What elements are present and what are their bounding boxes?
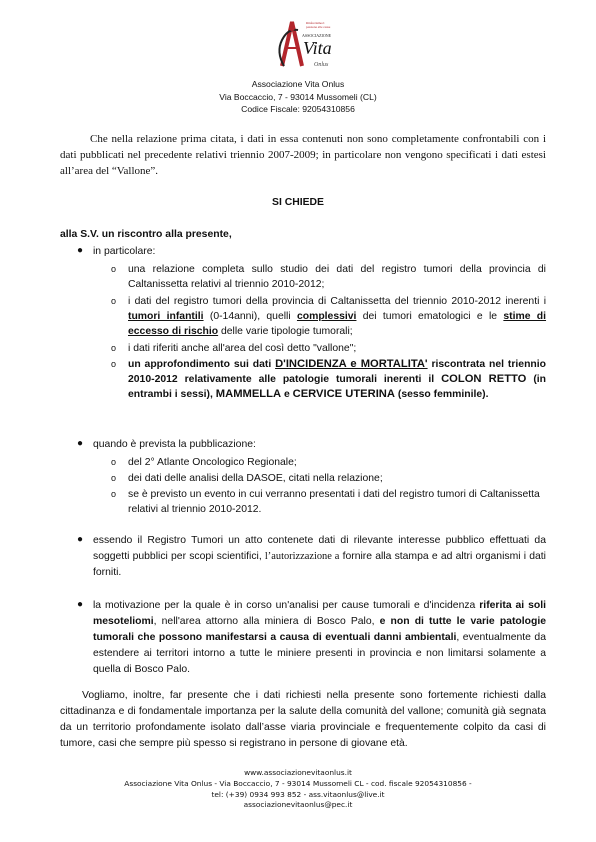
sub-4-colon: COLON RETTO [441,373,527,385]
sub-2-emphasis-risk: stime di eccesso di rischio [128,311,547,337]
bullet-marker: ● [77,599,84,610]
bullet-3-text-b: l’autorizzazione a [264,551,340,562]
closing-paragraph: Vogliamo, inoltre, far presente che i dati richiesti nella presente sono fortemente richiesti dalla cittadinanza e di fondamentale importanza per la salute della comunità del vallone; comunità già segnata da un territorio profondamente isolato dall’asse viaria provinciale e frequentemente colpito da casi di tumore, casi che sempre più spesso si registrano in persone di giovane età. [60,690,546,749]
logo-emblem [279,22,302,66]
sub-2-text-g: delle varie tipologie tumorali; [221,326,353,337]
logo-motto-2: passione alle cause [306,25,331,29]
logo-subtitle: Onlus [314,62,329,68]
bullet-marker: ● [77,534,84,545]
bullet-2-label: quando è prevista la pubblicazione: [93,439,256,450]
sub-4-text-g: e [283,389,290,400]
association-name: Associazione Vita Onlus [251,79,345,89]
footer-pec[interactable]: associazionevitaonlus@pec.it [243,800,353,810]
sub-4-incidence-mortality: D'INCIDENZA e MORTALITA' [275,358,428,370]
intro-paragraph: Che nella relazione prima citata, i dati in essa contenuti non sono completamente confrontabili con i dati pubblicati nel precedente relativi triennio 2007-2009; in particolare non vengono specificati i dati estesi all’area del “Vallone”. [60,133,546,177]
logo-motto-1: Rinforziamoci [306,21,325,25]
sub-2-emphasis-complex: complessivi [296,311,357,322]
sub-bullet-marker: o [111,489,117,499]
logo-name: Vita [303,38,332,58]
bullet-3-text-c: fornire alla stampa e ad altri organismi i dati forniti. [93,551,546,578]
bullet-4-mesotheliomas: riferita ai soli mesoteliomi [93,600,546,627]
sub-4-text-c: riscontrata nel triennio 2010-2012 relativamente alle patologie tumorali inerenti il [128,359,546,385]
bullet-3 [93,533,546,581]
bullet-1-label: in particolare: [93,246,156,257]
sub-4-breast: MAMMELLA [215,388,282,400]
association-fiscal-code: Codice Fiscale: 92054310856 [241,104,355,114]
footer-website[interactable]: www.associazionevitaonlus.it [244,768,352,777]
sub-bullet-marker: o [111,359,117,369]
bullet-2-sub-3: se è previsto un evento in cui verranno presentati i dati del registro tumori di Caltanissetta relativi al triennio 2010-2012. [128,489,540,515]
sub-4-cervix: CERVICE UTERINA [292,388,395,400]
bullet-marker: ● [77,245,84,256]
logo-association-label: ASSOCIAZIONE [302,33,332,38]
sub-4-text-e: (in entrambi i sessi), [128,374,547,400]
bullet-4-all-pathologies: e non di tutte le varie patologie tumorali che possono manifestarsi a causa di eventuali danni ambientali [93,616,547,643]
letterhead [0,78,596,116]
bullet-4-text-c: , nell'area attorno alla miniera di Bosco Palo, [153,616,375,627]
bullet-1-sub-3: i dati riferiti anche all'area del così detto "vallone"; [128,343,357,354]
bullet-4-text-a: la motivazione per la quale è in corso un'analisi per cause tumorali e d'incidenza [93,600,476,611]
footer [0,768,596,811]
request-intro: alla S.V. un riscontro alla presente, [60,229,232,240]
sub-4-text-i: (sesso femminile). [397,389,489,400]
bullet-4-text-e: , eventualmente da estendere ai territori intorno a tutte le miniere presenti in provincia e non limitarsi solamente a quella di Bosco Palo. [93,632,546,675]
bullet-2-sub-2: dei dati delle analisi della DASOE, citati nella relazione; [128,473,383,484]
bullet-1-sub-2 [128,294,546,339]
bullet-3-text-a: essendo il Registro Tumori un atto contenete dati di rilevante interesse pubblico effettuati da soggetti pubblici per scopi scientifici, [93,535,546,562]
sub-bullet-marker: o [111,473,117,483]
bullet-marker: ● [77,438,84,449]
sub-2-emphasis-children: tumori infantili [128,311,204,322]
document-title: SI CHIEDE [272,197,324,208]
association-logo [262,14,342,74]
bullet-1-sub-4 [128,357,546,402]
bullet-4 [93,598,546,678]
footer-contacts: tel: (+39) 0934 993 852 - ass.vitaonlus@live.it [211,789,385,799]
sub-2-text-a: i dati del registro tumori della provincia di Caltanissetta del triennio 2010-2012 inerenti i [128,296,546,307]
footer-address: Associazione Vita Onlus - Via Boccaccio, 7 - 93014 Mussomeli CL - cod. fiscale 92054310856 - [124,778,472,788]
bullet-1-sub-1: una relazione completa sullo studio dei dati del registro tumori della provincia di Caltanissetta relativi al triennio 2010-2012; [128,264,546,290]
association-address: Via Boccaccio, 7 - 93014 Mussomeli (CL) [219,91,377,102]
sub-bullet-marker: o [111,343,117,353]
sub-bullet-marker: o [111,296,117,306]
sub-2-text-e: dei tumori ematologici e le [362,311,498,322]
sub-bullet-marker: o [111,264,117,274]
sub-2-text-c: (0-14anni), quelli [209,311,291,322]
bullet-2-sub-1: del 2° Atlante Oncologico Regionale; [128,457,297,468]
sub-4-text-a: un approfondimento sui dati [128,359,272,370]
sub-bullet-marker: o [111,457,117,467]
